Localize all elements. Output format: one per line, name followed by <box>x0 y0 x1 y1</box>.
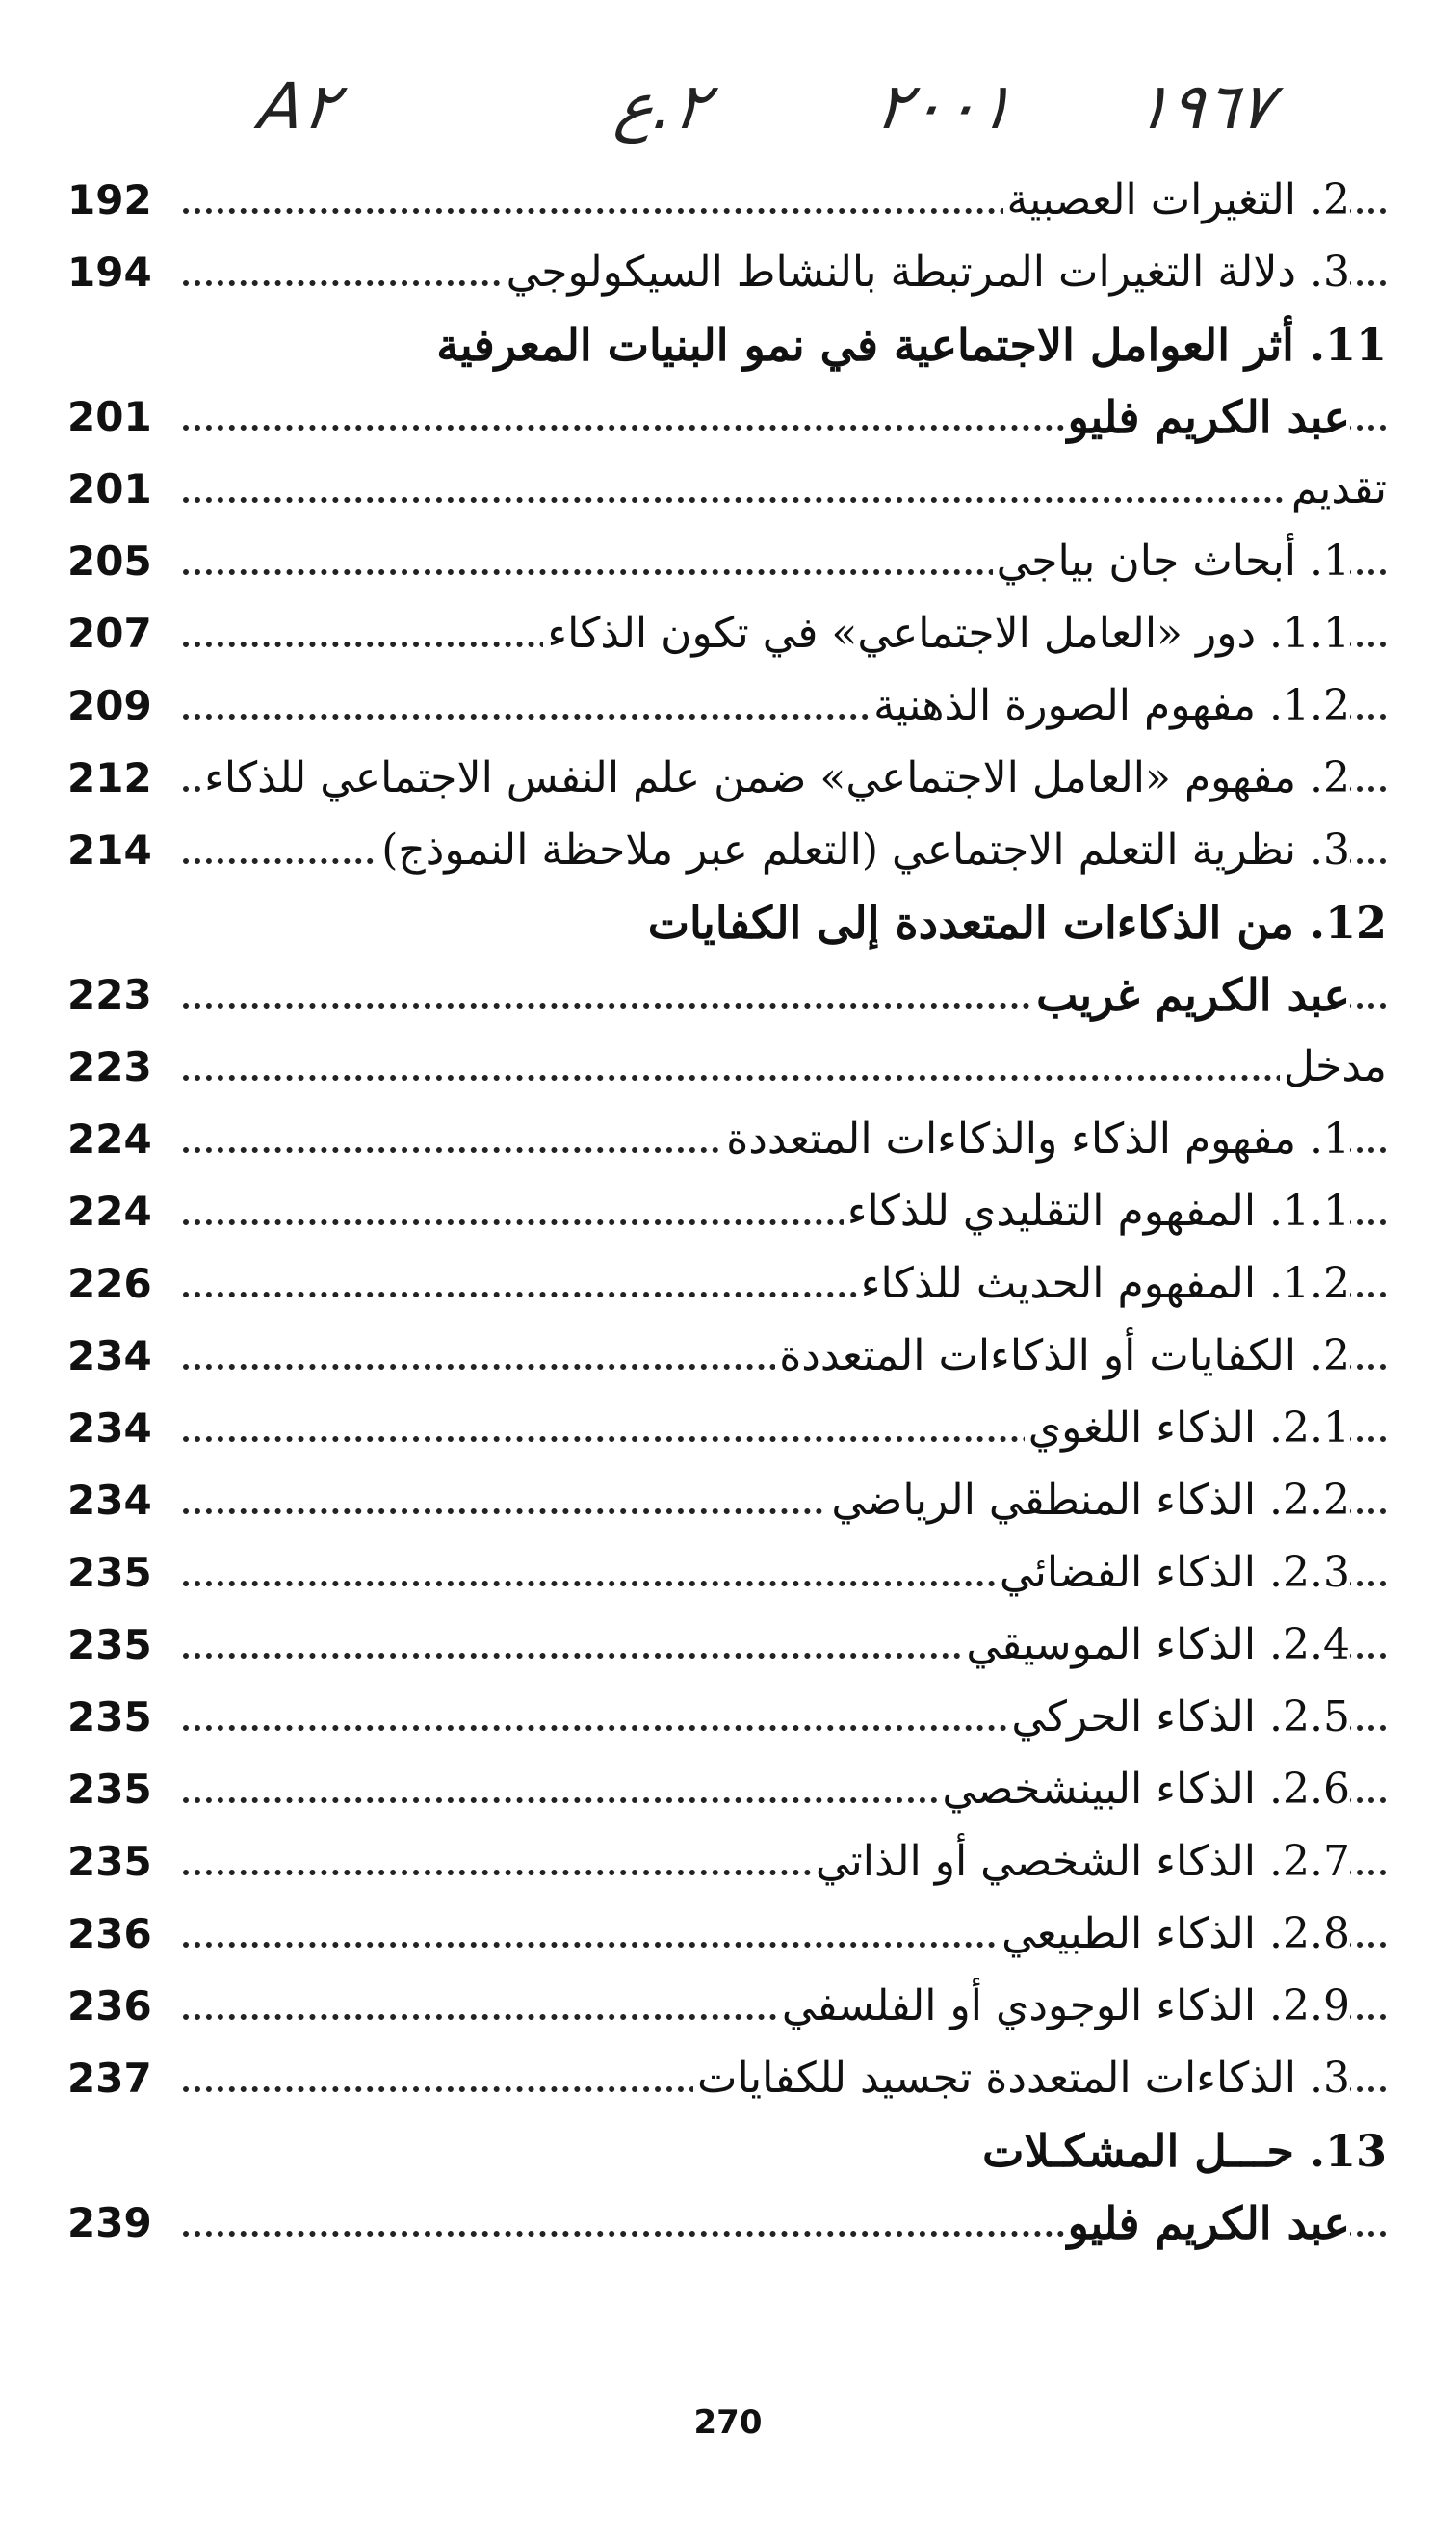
toc-entry <box>0 1899 1456 1972</box>
page-number: 270 <box>693 2403 763 2442</box>
toc-entry-title: 3. نظرية التعلم الاجتماعي (التعلم عبر ملاحظة النموذج) <box>377 824 1350 878</box>
toc-entry-title: 2.6. الذكاء البينشخصي <box>938 1763 1350 1817</box>
toc-entry-page: 235 <box>67 1766 152 1813</box>
toc-entry <box>0 455 1456 527</box>
toc-entry <box>0 527 1456 599</box>
toc-entry-page: 201 <box>67 465 152 512</box>
toc-entry-title: 2. التغيرات العصبية <box>1003 173 1350 227</box>
toc-entry-page: 209 <box>67 682 152 729</box>
toc-entry <box>0 1972 1456 2044</box>
toc-entry-page: 236 <box>67 1910 152 1957</box>
handwritten-item: ١٩٦٧ <box>1131 69 1279 144</box>
toc-entry <box>0 1249 1456 1322</box>
toc-entry <box>0 1394 1456 1466</box>
toc-author-entry <box>0 382 1456 455</box>
toc-entry-page: 192 <box>67 176 152 223</box>
toc-entry-page: 239 <box>67 2199 152 2246</box>
toc-entry-page: 201 <box>67 393 152 440</box>
toc-entry-page: 214 <box>67 826 152 874</box>
toc-entry <box>0 816 1456 888</box>
toc-entry-title: 1. مفهوم الذكاء والذكاءات المتعددة <box>722 1113 1350 1166</box>
toc-entry <box>0 1033 1456 1105</box>
toc-entry-title: 1.2. مفهوم الصورة الذهنية <box>870 679 1350 733</box>
toc-chapter-heading <box>0 310 1456 382</box>
toc-chapter-heading <box>0 2116 1456 2188</box>
toc-entry <box>0 1105 1456 1177</box>
toc-chapter-heading <box>0 888 1456 960</box>
handwritten-item: A٢ <box>254 69 344 144</box>
toc-entry-page: 223 <box>67 971 152 1018</box>
toc-entry <box>0 1683 1456 1755</box>
toc-entry-title: مدخل <box>1280 1040 1387 1094</box>
toc-entry-title: 1.2. المفهوم الحديث للذكاء <box>857 1257 1350 1311</box>
toc-entry-title: 3. الذكاءات المتعددة تجسيد للكفايات <box>693 2052 1350 2106</box>
toc-entry <box>0 238 1456 310</box>
toc-entry <box>0 1177 1456 1249</box>
toc-entry-title: 12. من الذكاءات المتعددة إلى الكفايات <box>644 896 1387 950</box>
toc-entry-page: 236 <box>67 1982 152 2030</box>
toc-entry-title: 2.1. الذكاء اللغوي <box>1025 1401 1350 1455</box>
toc-entry-page: 212 <box>67 754 152 801</box>
toc-entry-title: 2. الكفايات أو الذكاءات المتعددة <box>775 1329 1350 1383</box>
toc-entry-title: تقديم <box>1287 462 1387 516</box>
toc-entry <box>0 2044 1456 2116</box>
toc-entry <box>0 166 1456 238</box>
toc-entry <box>0 1466 1456 1538</box>
toc-entry-page: 224 <box>67 1188 152 1235</box>
toc-entry <box>0 1538 1456 1611</box>
toc-entry-title: 1.1. دور «العامل الاجتماعي» في تكون الذكاء <box>543 607 1350 661</box>
toc-entry-title: 3. دلالة التغيرات المرتبطة بالنشاط السيكولوجي <box>503 246 1350 300</box>
toc-entry <box>0 1611 1456 1683</box>
table-of-contents <box>0 166 1456 2261</box>
dot-leader <box>183 1075 1387 1081</box>
toc-entry-title: عبد الكريم فليو <box>1064 2196 1350 2250</box>
toc-entry-title: عبد الكريم غريب <box>1032 968 1350 1022</box>
toc-entry-title: 13. حـــل المشكـلات <box>978 2124 1387 2178</box>
toc-entry-page: 234 <box>67 1477 152 1524</box>
toc-entry <box>0 1827 1456 1899</box>
toc-entry <box>0 744 1456 816</box>
toc-entry <box>0 1755 1456 1827</box>
handwritten-item: ٢.ع <box>611 69 715 144</box>
toc-entry-title: 2.7. الذكاء الشخصي أو الذاتي <box>812 1835 1350 1889</box>
toc-entry-title: 2.3. الذكاء الفضائي <box>996 1546 1350 1600</box>
toc-entry-page: 237 <box>67 2055 152 2102</box>
toc-entry-page: 235 <box>67 1693 152 1741</box>
handwritten-item: ٢٠٠١ <box>871 69 1019 144</box>
handwritten-note <box>0 60 1456 166</box>
toc-entry-title: 2.9. الذكاء الوجودي أو الفلسفي <box>778 1979 1350 2033</box>
toc-author-entry <box>0 960 1456 1033</box>
toc-entry-page: 234 <box>67 1332 152 1379</box>
toc-entry <box>0 671 1456 744</box>
toc-entry-page: 235 <box>67 1549 152 1596</box>
toc-entry-page: 234 <box>67 1404 152 1452</box>
toc-entry-title: 11. أثر العوامل الاجتماعية في نمو البنيات المعرفية <box>432 318 1387 372</box>
toc-entry-page: 235 <box>67 1621 152 1668</box>
toc-entry <box>0 1322 1456 1394</box>
toc-entry-title: 1.1. المفهوم التقليدي للذكاء <box>844 1185 1350 1239</box>
toc-author-entry <box>0 2188 1456 2261</box>
toc-entry-title: 2.5. الذكاء الحركي <box>1007 1690 1350 1744</box>
toc-entry-page: 194 <box>67 249 152 296</box>
toc-entry-title: 2.4. الذكاء الموسيقي <box>962 1618 1350 1672</box>
toc-entry-page: 223 <box>67 1043 152 1090</box>
toc-entry-page: 205 <box>67 537 152 585</box>
toc-entry-page: 224 <box>67 1115 152 1163</box>
toc-entry-title: 2.8. الذكاء الطبيعي <box>998 1907 1350 1961</box>
toc-entry-title: 2. مفهوم «العامل الاجتماعي» ضمن علم النفس الاجتماعي للذكاء <box>200 751 1350 805</box>
toc-entry-title: 1. أبحاث جان بياجي <box>993 535 1350 589</box>
toc-entry-page: 207 <box>67 610 152 657</box>
toc-entry-page: 235 <box>67 1838 152 1885</box>
toc-entry-page: 226 <box>67 1260 152 1307</box>
toc-entry-title: 2.2. الذكاء المنطقي الرياضي <box>827 1474 1350 1528</box>
dot-leader <box>183 497 1387 503</box>
toc-entry <box>0 599 1456 671</box>
toc-entry-title: عبد الكريم فليو <box>1064 390 1350 444</box>
